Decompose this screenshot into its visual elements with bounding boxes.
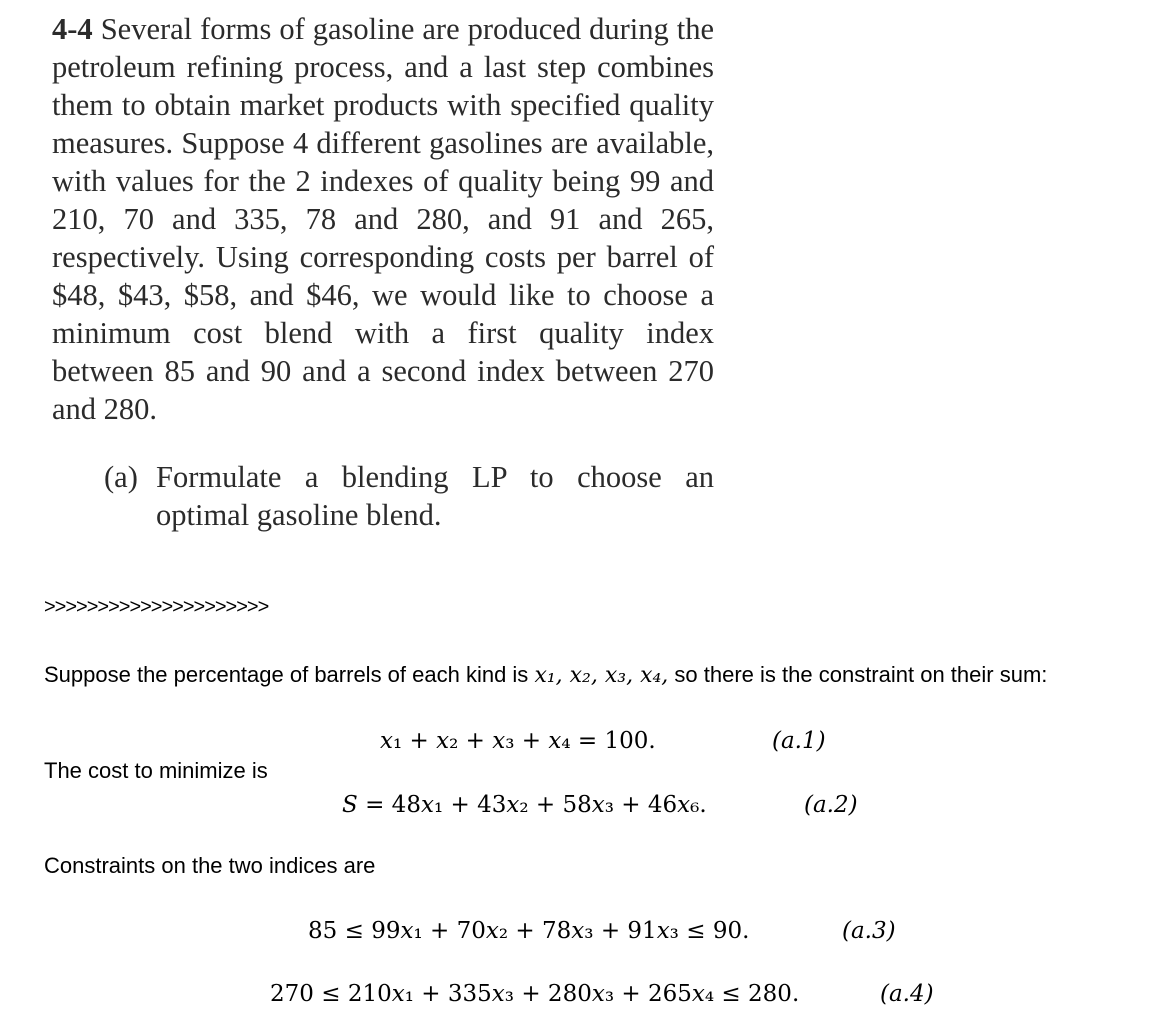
intro-tail: so there is the constraint on their sum: — [674, 662, 1048, 687]
intro-paragraph — [44, 662, 1047, 688]
intro-variables: x₁, x₂, x₃, x₄, — [534, 663, 669, 688]
equation-label-a4: (a.4) — [880, 981, 934, 1007]
equation-a2: S = 48x₁ + 43x₂ + 58x₃ + 46x₆. — [342, 792, 707, 818]
constraints-paragraph: Constraints on the two indices are — [44, 853, 376, 878]
intro-text: Suppose the percentage of barrels of each kind is — [44, 662, 529, 687]
equation-a4: 270 ≤ 210x₁ + 335x₃ + 280x₃ + 265x₄ ≤ 280. — [270, 981, 800, 1007]
equation-a1: x₁ + x₂ + x₃ + x₄ = 100. — [380, 728, 656, 754]
section-divider: >>>>>>>>>>>>>>>>>>>>> — [44, 596, 269, 618]
equation-a3: 85 ≤ 99x₁ + 70x₂ + 78x₃ + 91x₃ ≤ 90. — [308, 918, 750, 944]
sub-question-text: Formulate a blending LP to choose an optimal gasoline blend. — [156, 460, 714, 532]
sub-question-label: (a) — [104, 460, 138, 494]
problem-number: 4-4 — [52, 12, 93, 46]
problem-statement — [52, 10, 714, 534]
equation-label-a1: (a.1) — [772, 728, 826, 754]
problem-text: Several forms of gasoline are produced during the petroleum refining process, and a last step combines them to obtain market products with specified quality measures. Suppose 4 different gasolines are available, with values for the 2 indexes of quality being 99 and 210, 70 and 335, 78 and 280, and 91 and 265, respectively. Using corresponding costs per barrel of $48, $43, $58, and $46, we would like to choose a minimum cost blend with a first quality index between 85 and 90 and a second index between 270 and 280. — [52, 12, 715, 426]
equation-label-a3: (a.3) — [842, 918, 896, 944]
cost-paragraph: The cost to minimize is — [44, 758, 268, 783]
problem-paragraph — [52, 10, 714, 428]
sub-question-a — [104, 458, 714, 534]
equation-label-a2: (a.2) — [804, 792, 858, 818]
